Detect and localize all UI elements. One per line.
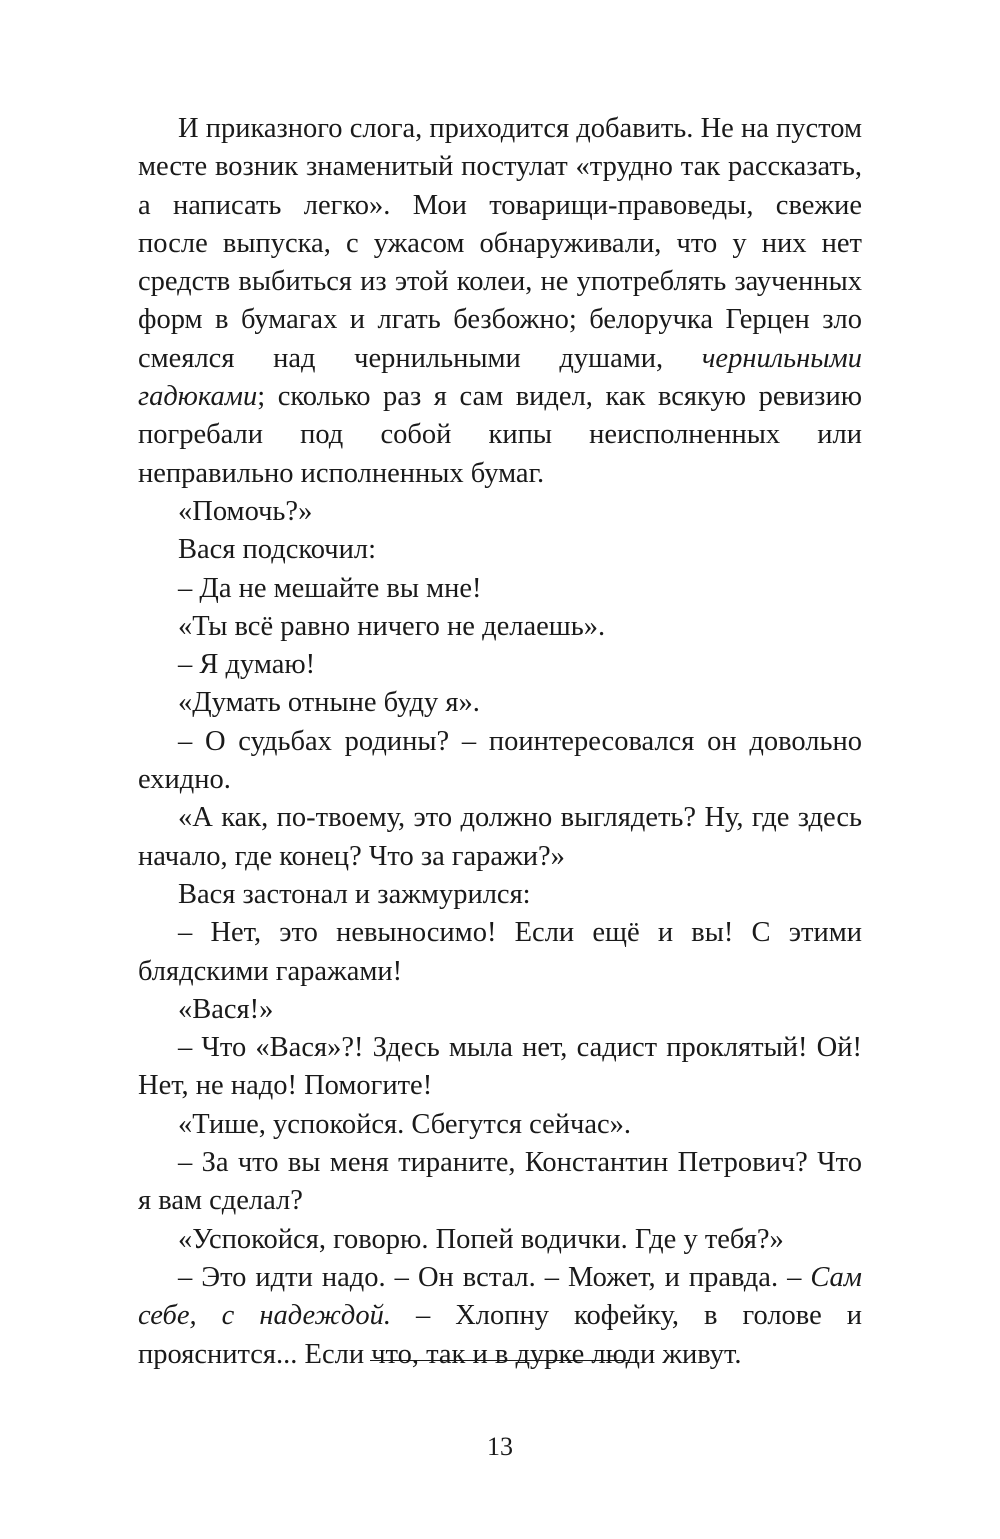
paragraph-7: «Думать отныне буду я». [178,687,480,719]
paragraph-8: – О судьбах родины? – поинтересовался он довольно ехидно. [138,725,862,796]
paragraph-6: – Я думаю! [178,649,316,681]
paragraph-16: «Успокойся, говорю. Попей водички. Где у тебя?» [178,1223,784,1255]
body-text [138,110,862,1374]
paragraph-10: Вася застонал и зажмурился: [178,878,531,910]
paragraph-1-text: И приказного слога, приходится добавить. Не на пустом месте возник знаменитый постулат «трудно так рассказать, а написать легко». Мои товарищи-правоведы, свежие после выпуска, с ужасом обнаруживали, что у них нет средств выбиться из этой колеи, не употреблять заученных форм в бумагах и лгать безбожно; белоручка Герцен зло смеялся над чернильными душами, [138,113,862,374]
paragraph-1-italic: чернильными гадюками [138,342,862,413]
paragraph-17-text: – Это идти надо. – Он встал. – Может, и правда. – [178,1261,811,1293]
paragraph-9: «А как, по-твоему, это должно выглядеть? Ну, где здесь начало, где конец? Что за гаражи?» [138,802,862,872]
paragraph-12: «Вася!» [178,993,274,1025]
paragraph-5: «Ты всё равно ничего не делаешь». [178,610,606,642]
footer-divider [370,1360,630,1361]
paragraph-4: – Да не мешайте вы мне! [178,572,482,604]
paragraph-17-italic: Сам себе, с надеждой. [138,1261,862,1332]
paragraph-17-after: – Хлопну кофейку, в голове и прояснится... Если что, так и в дурке люди живут. [138,1300,863,1370]
paragraph-13: – Что «Вася»?! Здесь мыла нет, садист проклятый! Ой! Нет, не надо! Помогите! [138,1032,862,1102]
page-number: 13 [487,1432,513,1461]
paragraph-14: «Тише, успокойся. Сбегутся сейчас». [178,1108,632,1140]
paragraph-1 [138,110,862,493]
paragraph-3: Вася подскочил: [178,534,377,566]
paragraph-11: – Нет, это невыносимо! Если ещё и вы! С этими блядскими гаражами! [138,917,862,987]
paragraph-17 [138,1259,862,1374]
paragraph-1-after: ; сколько раз я сам видел, как всякую ревизию погребали под собой кипы неисполненных или неправильно исполненных бумаг. [138,381,862,489]
paragraph-15: – За что вы меня тираните, Константин Петрович? Что я вам сделал? [138,1147,862,1217]
paragraph-2: «Помочь?» [178,495,313,527]
